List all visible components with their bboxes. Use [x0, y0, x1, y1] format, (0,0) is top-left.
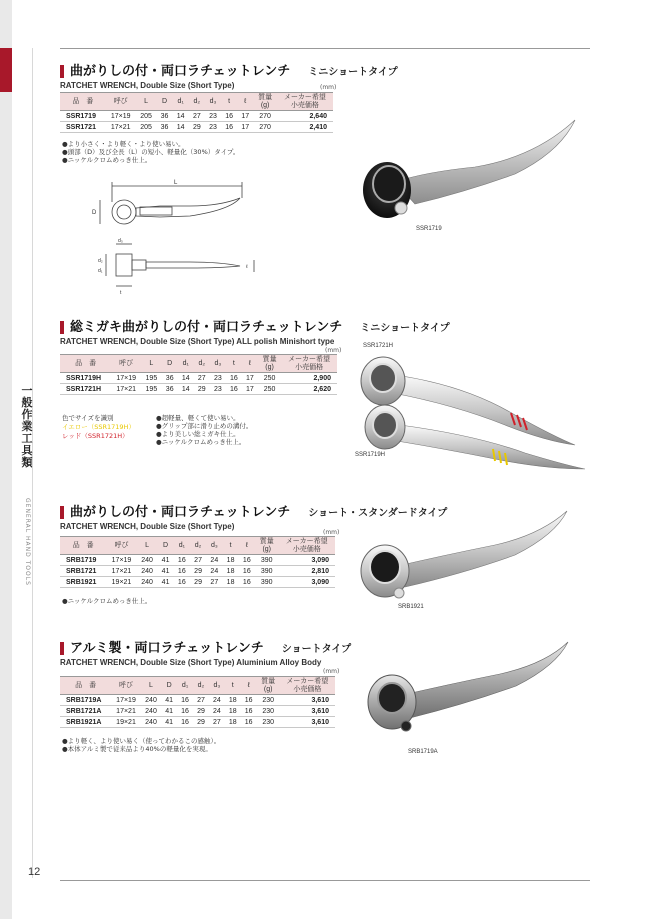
col-model: 品 番: [60, 93, 106, 111]
col-size: 呼び: [106, 93, 136, 111]
col-weight: 質量 (g): [253, 93, 276, 111]
photo-caption: SRB1921: [398, 604, 424, 610]
side-category-en: GENERAL HAND TOOLS: [24, 498, 31, 586]
table-row: SSR1719 17×19 205 36 14 27 23 16 17 270 2,640: [60, 111, 333, 122]
spec-table: [60, 676, 335, 728]
wrench-lower: [397, 425, 585, 469]
dimension-drawing: [80, 176, 260, 296]
dim-L: L: [174, 180, 178, 186]
bottom-rule: [60, 880, 590, 881]
table-row: SRB1719 17×19 240 41 16 27 24 18 16 390 3,090: [60, 555, 335, 566]
unit-label: (mm): [323, 668, 340, 675]
feature-notes: ●ニッケルクロムめっき仕上。: [62, 597, 152, 605]
table-row: SSR1719H 17×19 195 36 14 27 23 16 17 250 2,900: [60, 373, 337, 384]
binder-strip: [0, 0, 12, 919]
col-d1: d₁: [173, 93, 189, 111]
product-photo-ssr1719: [355, 112, 595, 242]
col-t: t: [221, 93, 237, 111]
dim-d2: d₂: [98, 258, 103, 264]
unit-label: (mm): [320, 84, 337, 91]
dim-l: ℓ: [246, 264, 248, 270]
col-d3: d₃: [205, 93, 221, 111]
color-identification-note: 色でサイズを識別 イエロー（SSR1719H） レッド（SSR1721H）: [62, 414, 135, 440]
table-row: SRB1719A 17×19 240 41 16 27 24 18 16 230 3,610: [60, 695, 335, 706]
dim-d3: d₃: [118, 238, 123, 244]
dim-d1: d₁: [98, 268, 103, 274]
product-photo-srb1719a: [350, 640, 580, 750]
spec-table: [60, 536, 335, 588]
section-title: アルミ製・両口ラチェットレンチ ショートタイプ: [60, 641, 590, 656]
feature-notes: ●より小さく・より軽く・より使い易い。 ●頭部（D）及び全長（L）の短小、軽量化（30%）タイプ。 ●ニッケルクロムめっき仕上。: [62, 140, 240, 164]
dim-t: t: [120, 290, 122, 296]
feature-notes: ●超軽量、軽くて使い易い。 ●グリップ部に滑り止めの溝付。 ●より美しい総ミガキ仕上。 ●ニッケルクロムめっき仕上。: [156, 414, 253, 446]
wrench-body: [395, 120, 575, 204]
wrench-body: [398, 642, 568, 718]
table-header: 品 番 呼び L D d₁ d₂ d₃ t ℓ 質量 (g) メーカー希望 小売価格: [60, 537, 335, 555]
photo-caption-bottom: SSR1719H: [355, 452, 386, 458]
section-title-en: RATCHET WRENCH, Double Size (Short Type): [60, 522, 235, 531]
head-ring-outline: [112, 200, 136, 224]
col-price: メーカー希望 小売価格: [277, 93, 333, 111]
section-title-en: RATCHET WRENCH, Double Size (Short Type): [60, 81, 235, 90]
photo-caption-top: SSR1721H: [363, 343, 394, 349]
table-header: [60, 93, 333, 111]
photo-caption: SSR1719: [416, 226, 442, 232]
top-rule: [60, 48, 590, 49]
unit-label: (mm): [323, 529, 340, 536]
section-title: 曲がりしの付・両口ラチェットレンチ ミニショートタイプ: [60, 64, 590, 79]
spec-table: [60, 92, 333, 133]
section-ssr-polish: [60, 320, 590, 346]
page-number: 12: [28, 866, 41, 878]
binder-tab: [0, 48, 12, 92]
product-photo-srb1921: [345, 505, 585, 605]
table-row: SRB1921 19×21 240 41 16 29 27 18 16 390 3,090: [60, 577, 335, 588]
dim-D: D: [92, 210, 97, 216]
col-L: L: [136, 93, 157, 111]
table-header: 品 番 呼び L D d₁ d₂ d₃ t ℓ 質量 (g) メーカー希望 小売価格: [60, 355, 337, 373]
feature-notes: ●より軽く、より使い易く（使ってわかるこの感触）。 ●本体アルミ製で従来品より40%の軽量化を実現。: [62, 737, 221, 753]
unit-label: (mm): [325, 347, 342, 354]
side-category-jp: 一 般 作 業 工 具 類: [21, 384, 33, 469]
section-title-en: RATCHET WRENCH, Double Size (Short Type) ALL polish Minishort type: [60, 337, 335, 346]
section-title-en: RATCHET WRENCH, Double Size (Short Type) Aluminium Alloy Body: [60, 658, 322, 667]
col-l: ℓ: [237, 93, 253, 111]
photo-caption: SRB1719A: [408, 749, 438, 755]
table-row: SRB1921A 19×21 240 41 16 29 27 18 16 230 3,610: [60, 717, 335, 728]
table-row: SSR1721H 17×21 195 36 14 29 23 16 17 250 2,620: [60, 384, 337, 395]
section-title: 総ミガキ曲がりしの付・両口ラチェットレンチ ミニショートタイプ: [60, 320, 590, 335]
spec-table: [60, 354, 337, 395]
col-d2: d₂: [189, 93, 205, 111]
section-title: 曲がりしの付・両口ラチェットレンチ ショート・スタンダードタイプ: [60, 505, 590, 520]
table-row: SSR1721 17×21 205 36 14 29 23 16 17 270 2,410: [60, 122, 333, 133]
col-D: D: [156, 93, 172, 111]
wrench-body: [393, 511, 567, 587]
table-row: SRB1721A 17×21 240 41 16 29 24 18 16 230 3,610: [60, 706, 335, 717]
table-header: 品 番 呼び L D d₁ d₂ d₃ t ℓ 質量 (g) メーカー希望 小売価格: [60, 677, 335, 695]
table-row: SRB1721 17×21 240 41 16 29 24 18 16 390 2,810: [60, 566, 335, 577]
